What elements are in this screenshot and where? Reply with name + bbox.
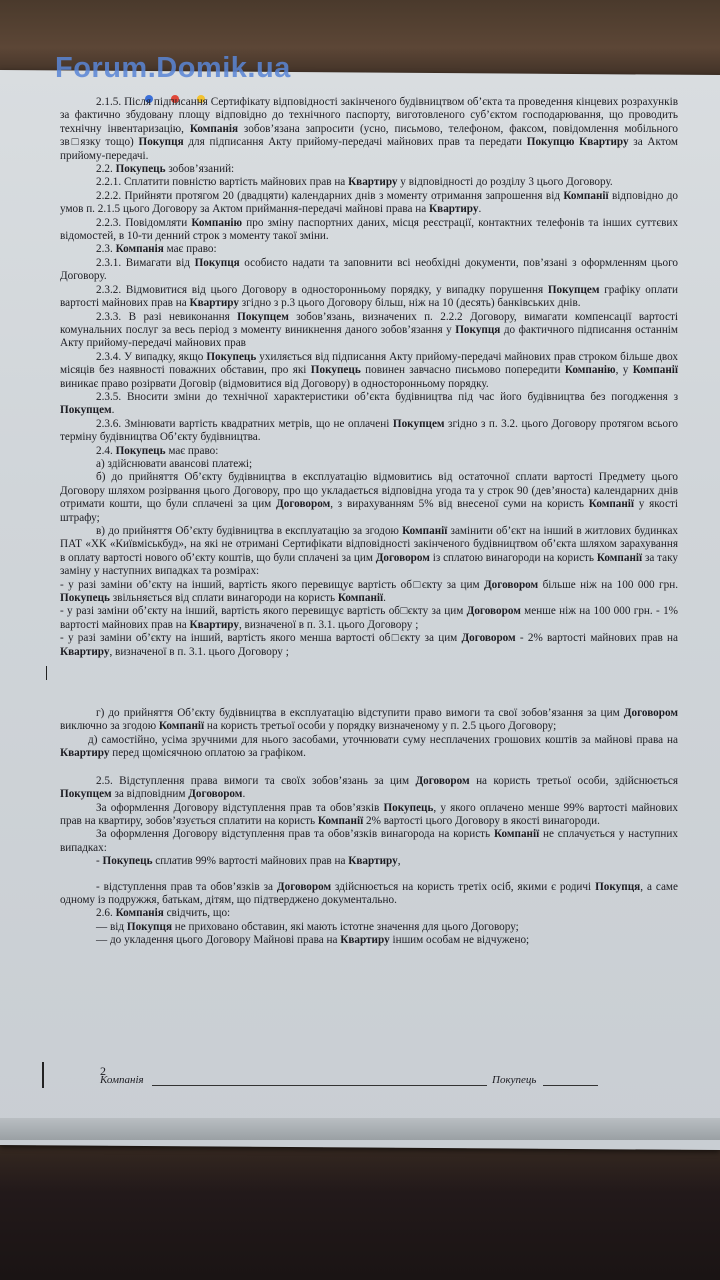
contract-paragraph: — від Покупця не приховано обставин, які мають істотне значення для цього Договору; [96,920,519,933]
table-surface-bottom [0,1135,720,1280]
contract-paragraph: За оформлення Договору відступлення прав та обов’язків винагорода на користь Компанії не сплачується у наступних випадках: [60,828,678,854]
margin-pen-mark [42,1062,44,1088]
contract-paragraph: 2.2.1. Сплатити повністю вартість майнових прав на Квартиру у відповідності до розділу 3 цього Договору. [96,176,613,189]
contract-paragraph: - у разі заміни об’єкту на інший, вартість якого перевищує вартість об□єкту за цим Договором більше ніж на 100 000 грн. Покупець звільняється від сплати винагороди на користь Компанії. [60,578,679,605]
contract-paragraph: За оформлення Договору відступлення прав та обов’язків Покупець, у якого оплачено менше 99% вартості майнових прав на квартиру, зобов’язується сплатити на користь Компанії 2% вартості цього Договору в якості винагороди. [60,801,678,827]
margin-pen-mark [46,666,47,680]
contract-paragraph: 2.3.1. Вимагати від Покупця особисто надати та заповнити всі необхідні документи, пов’язані з оформленням цього Договору. [60,256,678,283]
paragraph-spacer [60,659,678,707]
contract-paragraph: - у разі заміни об’єкту на інший, вартість якого менша вартості об□єкту за цим Договором - 2% вартості майнових прав на Квартиру, визначеної в п. 3.1. цього Договору ; [60,632,678,658]
contract-paragraph: а) здійснювати авансові платежі; [96,457,253,470]
contract-text [60,96,678,948]
contract-paragraph: - у разі заміни об’єкту на інший, вартість якого перевищує вартість об□єкту за цим Договором менше ніж на 100 000 грн. - 1% вартості майнових прав на Квартиру, визначеної в п. 3.1. цього Договору ; [60,605,679,631]
company-signature-label: Компанія [100,1074,144,1086]
contract-paragraph: 2.1.5. Після підписання Сертифікату відповідності закінченого будівництвом об’єкта та проведення кінцевих розрахунків за фактично збудовану площу відповідно до технічного паспорту, виготовленого суб’єктом господарювання, що проводить технічну інвентаризацію, Компанія зобов’язана запросити (усно, письмово, телефоном, факсом, повідомлення мобільного зв□язку тощо) Покупця для підписання Акту прийому-передачі майнових прав та передати Покупцю Квартиру за Актом прийому-передачі. [60,96,678,162]
forum-watermark: Forum.Domik.ua [55,52,291,84]
contract-paragraph: 2.3.2. Відмовитися від цього Договору в односторонньому порядку, у випадку порушення Покупцем графіку оплати вартості майнових прав на Квартиру згідно з р.3 цього Договору більш, ніж на 10 (десять) банківських днів. [60,283,679,310]
contract-paragraph: 2.4. Покупець має право: [96,444,219,457]
contract-paragraph: 2.3.6. Змінювати вартість квадратних метрів, що не оплачені Покупцем згідно з п. 3.2. цього Договору протягом всього терміну будівництва Об’єкту будівництва. [60,417,678,444]
contract-paragraph: — до укладення цього Договору Майнові права на Квартиру іншим особам не відчужено; [96,934,530,947]
contract-paragraph: - Покупець сплатив 99% вартості майнових прав на Квартиру, [96,855,401,868]
contract-paragraph: в) до прийняття Об’єкту будівництва в експлуатацію за згодою Компанії замінити об’єкт на інший в житлових будинках ПАТ «ХК «Київміськбуд», на які не отримані Сертифікати відповідності закінченого будівництвом об’єкта шляхом зарахування в оплату вартості нового об’єкту коштів, що були сплачені за цим Договором із сплатою винагороди на користь Компанії за таку заміну у наступних випадках та розмірах: [60,525,679,578]
paragraph-spacer [60,869,678,881]
contract-paragraph: 2.3.5. Вносити зміни до технічної характеристики об’єкта будівництва під час його будівництва без погодження з Покупцем. [60,390,678,417]
company-signature-underline [152,1085,487,1086]
page-number: 2 [100,1064,106,1078]
buyer-signature-underline [543,1085,598,1086]
contract-paragraph: 2.6. Компанія свідчить, що: [96,907,231,920]
contract-paragraph: - відступлення прав та обов’язків за Договором здійснюється на користь третіх осіб, якими є родичі Покупця, а саме одному із подружжя, батькам, дітям, що підтверджено документально. [60,880,678,906]
contract-paragraph: 2.2.3. Повідомляти Компанію про зміну паспортних даних, місця реєстрації, контактних телефонів та інших суттєвих відомостей, в 10-ти денний строк з моменту такої зміни. [60,216,678,243]
buyer-signature-label: Покупець [492,1074,537,1086]
contract-paragraph: д) самостійно, усіма зручними для нього засобами, уточнювати суму несплачених грошових коштів за майнові права на Квартиру перед щомісячною оплатою за графіком. [60,733,678,760]
contract-paragraph: 2.2.2. Прийняти протягом 20 (двадцяти) календарних днів з моменту отримання запрошення від Компанії відповідно до умов п. 2.1.5 цього Договору за Актом приймання-передачі майнові права на Квартиру. [60,189,678,216]
contract-paragraph: 2.3. Компанія має право: [96,243,217,256]
contract-paragraph: 2.2. Покупець зобов’язаний: [96,163,235,176]
contract-paragraph: 2.3.3. В разі невиконання Покупцем зобов’язань, визначених п. 2.2.2 Договору, вимагати компенсації вартості комунальних послуг за весь період з моменту виникнення даного зобов’язання у Покупця до фактичного підписання останнім Акту прийому-передачі майнових прав [60,310,678,350]
paragraph-spacer [60,761,678,775]
contract-paragraph: г) до прийняття Об’єкту будівництва в експлуатацію відступити право вимоги та свої зобов’язання за цим Договором виключно за згодою Компанії на користь третьої особи у порядку визначеному у п. 2.5 цього Договору; [60,707,678,733]
contract-paragraph: 2.5. Відступлення права вимоги та своїх зобов’язань за цим Договором на користь третьої особи, здійснюється Покупцем за відповідним Договором. [60,774,678,801]
page-bottom-edge [0,1118,720,1140]
signature-line [100,1074,600,1088]
contract-paragraph: 2.3.4. У випадку, якщо Покупець ухиляється від підписання Акту прийому-передачі майнових прав строком більше двох місяців без наявності поважних обставин, про які Покупець повинен завчасно письмово попередити Компанію, у Компанії виникає право розірвати Договір (відмовитися від Договору) в односторонньому порядку. [60,350,679,390]
contract-paragraph: б) до прийняття Об’єкту будівництва в експлуатацію відмовитись від остаточної сплати вартості Предмету цього Договору шляхом розірвання цього Договору, про що укладається відповідна угода та у строк 90 (дев’яноста) календарних днів отримати кошти, що були сплачені за цим Договором, з вирахуванням 5% від внесеної суми на користь Компанії у якості штрафу; [60,471,678,524]
